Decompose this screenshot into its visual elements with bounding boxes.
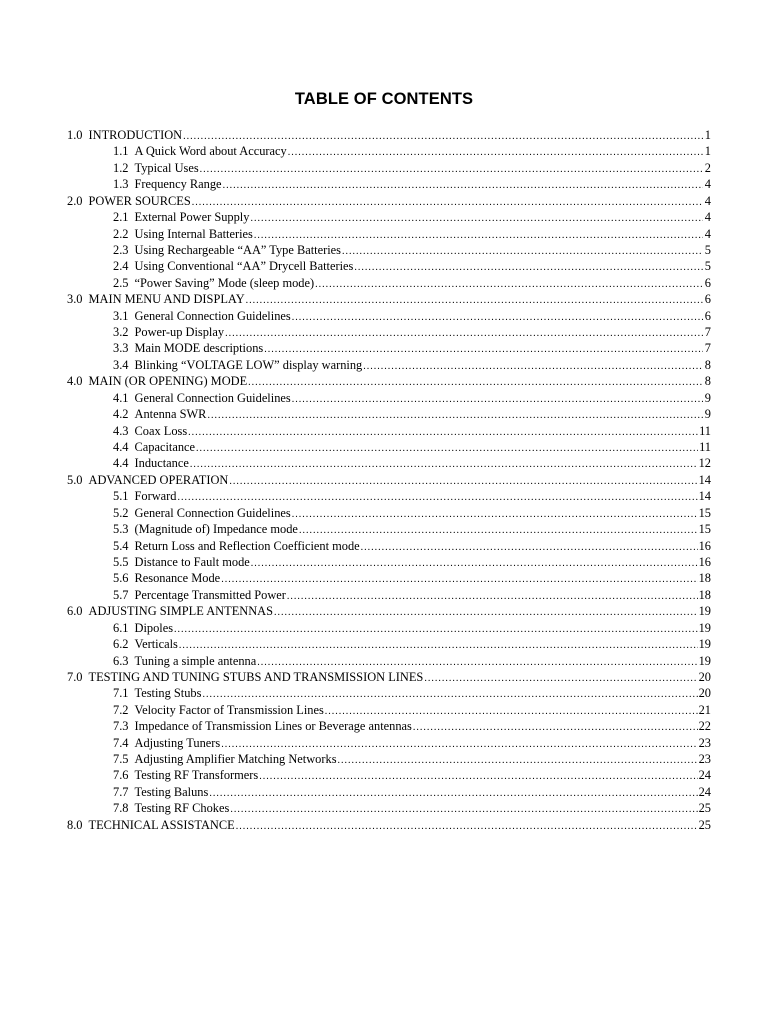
toc-entry-number: 4.4 [113, 440, 129, 455]
toc-subsection-entry[interactable] [67, 455, 711, 471]
toc-entry-number: 7.4 [113, 735, 129, 750]
toc-page-number: 16 [698, 554, 711, 569]
toc-dot-leader [188, 425, 698, 441]
toc-page-number: 5 [704, 242, 711, 257]
toc-page-number: 6 [704, 308, 711, 323]
toc-entry-number: 7.2 [113, 702, 129, 717]
toc-page-number: 21 [698, 702, 711, 717]
toc-entry-number: 2.4 [113, 259, 129, 274]
toc-entry-number: 7.7 [113, 784, 129, 799]
toc-subsection-entry[interactable] [67, 439, 711, 455]
toc-entry-number: 3.4 [113, 357, 129, 372]
toc-entry-number: 2.3 [113, 242, 129, 257]
toc-subsection-entry[interactable] [67, 143, 711, 159]
toc-section-entry[interactable] [67, 193, 711, 209]
toc-page-number: 23 [698, 735, 711, 750]
toc-dot-leader [292, 310, 703, 326]
toc-dot-leader [292, 507, 698, 523]
toc-entry-title: Main MODE descriptions [134, 341, 264, 356]
toc-page-number: 23 [698, 752, 711, 767]
toc-entry-number: 7.5 [113, 752, 129, 767]
toc-entry-title: Forward [134, 489, 177, 504]
toc-entry-number: 2.1 [113, 210, 129, 225]
toc-entry-number: 7.3 [113, 719, 129, 734]
toc-entry-number: 2.5 [113, 275, 129, 290]
toc-dot-leader [315, 277, 703, 293]
toc-page-number: 8 [704, 357, 711, 372]
toc-page-number: 25 [698, 817, 711, 832]
toc-subsection-entry[interactable] [67, 340, 711, 356]
toc-entry-title: Using Rechargeable “AA” Type Batteries [134, 242, 341, 257]
toc-subsection-entry[interactable] [67, 488, 711, 504]
toc-subsection-entry[interactable] [67, 258, 711, 274]
toc-entry-title: Distance to Fault mode [134, 554, 250, 569]
toc-dot-leader [200, 162, 703, 178]
toc-dot-leader [207, 408, 703, 424]
toc-entry-number: 8.0 [67, 817, 83, 832]
toc-page-number: 6 [704, 275, 711, 290]
toc-dot-leader [259, 769, 697, 785]
toc-entry-title: Adjusting Tuners [134, 735, 221, 750]
toc-entry-number: 1.3 [113, 177, 129, 192]
toc-page-number: 19 [698, 637, 711, 652]
toc-entry-number: 5.6 [113, 571, 129, 586]
toc-page-number: 19 [698, 604, 711, 619]
toc-dot-leader [251, 556, 698, 572]
toc-entry-title: Coax Loss [134, 423, 188, 438]
toc-page-number: 1 [704, 128, 711, 142]
toc-dot-leader [287, 589, 698, 605]
toc-entry-number: 4.0 [67, 374, 83, 389]
toc-dot-leader [288, 145, 703, 161]
toc-dot-leader [174, 622, 698, 638]
toc-dot-leader [246, 293, 703, 309]
toc-subsection-entry[interactable] [67, 685, 711, 701]
toc-entry-title: Dipoles [134, 620, 174, 635]
toc-page-number: 20 [698, 686, 711, 701]
toc-subsection-entry[interactable] [67, 636, 711, 652]
toc-entry-number: 6.1 [113, 620, 129, 635]
toc-subsection-entry[interactable] [67, 620, 711, 636]
toc-page-number: 18 [698, 571, 711, 586]
toc-entry-title: Using Internal Batteries [134, 226, 253, 241]
toc-entry-number: 7.0 [67, 669, 83, 684]
toc-dot-leader [361, 540, 698, 556]
toc-subsection-entry[interactable] [67, 653, 711, 669]
toc-entry-number: 3.2 [113, 325, 129, 340]
toc-entry-number: 4.3 [113, 423, 129, 438]
toc-entry-title: General Connection Guidelines [134, 390, 291, 405]
toc-entry-number: 4.1 [113, 390, 129, 405]
toc-entry-title: Resonance Mode [134, 571, 221, 586]
page-title: TABLE OF CONTENTS [294, 90, 474, 108]
toc-page-number: 19 [698, 620, 711, 635]
toc-entry-title: TESTING AND TUNING STUBS AND TRANSMISSION LINES [88, 669, 424, 684]
toc-subsection-entry[interactable] [67, 275, 711, 291]
toc-entry-number: 7.1 [113, 686, 129, 701]
toc-page-number: 15 [698, 505, 711, 520]
toc-subsection-entry[interactable] [67, 800, 711, 816]
toc-dot-leader [274, 605, 698, 621]
table-of-contents [67, 127, 711, 833]
toc-entry-title: Frequency Range [134, 177, 222, 192]
toc-entry-number: 3.3 [113, 341, 129, 356]
toc-dot-leader [192, 195, 703, 211]
toc-entry-title: Testing RF Chokes [134, 801, 230, 816]
toc-entry-title: Blinking “VOLTAGE LOW” display warning [134, 357, 363, 372]
toc-entry-number: 1.2 [113, 160, 129, 175]
toc-subsection-entry[interactable] [67, 718, 711, 734]
toc-page-number: 20 [698, 669, 711, 684]
toc-dot-leader [363, 359, 703, 375]
toc-subsection-entry[interactable] [67, 324, 711, 340]
toc-page-number: 14 [698, 489, 711, 504]
toc-entry-title: General Connection Guidelines [134, 308, 291, 323]
toc-entry-title: Return Loss and Reflection Coefficient mode [134, 538, 360, 553]
toc-page-number: 2 [704, 160, 711, 175]
toc-subsection-entry[interactable] [67, 209, 711, 225]
toc-subsection-entry[interactable] [67, 406, 711, 422]
toc-entry-title: MAIN (OR OPENING) MODE [88, 374, 248, 389]
toc-page-number: 4 [704, 193, 711, 208]
toc-entry-title: Inductance [134, 456, 189, 471]
toc-subsection-entry[interactable] [67, 176, 711, 192]
toc-entry-number: 3.0 [67, 292, 83, 307]
toc-page-number: 24 [698, 784, 711, 799]
toc-page-number: 9 [704, 390, 711, 405]
toc-entry-number: 6.3 [113, 653, 129, 668]
toc-page-number: 4 [704, 210, 711, 225]
toc-dot-leader [292, 392, 703, 408]
toc-entry-title: MAIN MENU AND DISPLAY [88, 292, 245, 307]
toc-entry-title: Percentage Transmitted Power [134, 587, 286, 602]
toc-subsection-entry[interactable] [67, 702, 711, 718]
toc-entry-number: 1.0 [67, 128, 83, 142]
toc-dot-leader [230, 802, 697, 818]
toc-entry-number: 5.7 [113, 587, 129, 602]
toc-entry-title: POWER SOURCES [88, 193, 191, 208]
toc-subsection-entry[interactable] [67, 226, 711, 242]
toc-page-number: 18 [698, 587, 711, 602]
toc-dot-leader [413, 720, 698, 736]
toc-entry-number: 5.5 [113, 554, 129, 569]
toc-entry-number: 6.0 [67, 604, 83, 619]
toc-subsection-entry[interactable] [67, 554, 711, 570]
toc-entry-number: 2.2 [113, 226, 129, 241]
toc-entry-title: Verticals [134, 637, 178, 652]
toc-entry-number: 7.8 [113, 801, 129, 816]
toc-entry-title: TECHNICAL ASSISTANCE [88, 817, 235, 832]
toc-page-number: 11 [699, 423, 711, 438]
toc-page-number: 22 [698, 719, 711, 734]
toc-entry-title: Tuning a simple antenna [134, 653, 257, 668]
toc-dot-leader [221, 572, 697, 588]
toc-subsection-entry[interactable] [67, 570, 711, 586]
toc-entry-number: 2.0 [67, 193, 83, 208]
toc-entry-title: Testing Baluns [134, 784, 209, 799]
toc-entry-number: 3.1 [113, 308, 129, 323]
toc-entry-title: General Connection Guidelines [134, 505, 291, 520]
toc-section-entry[interactable] [67, 127, 711, 143]
toc-page-number: 7 [704, 325, 711, 340]
toc-dot-leader [225, 326, 703, 342]
toc-section-entry[interactable] [67, 472, 711, 488]
toc-dot-leader [223, 178, 703, 194]
toc-page-number: 11 [699, 440, 711, 455]
toc-page-number: 9 [704, 407, 711, 422]
toc-dot-leader [354, 260, 703, 276]
toc-page-number: 4 [704, 226, 711, 241]
toc-entry-number: 6.2 [113, 637, 129, 652]
toc-subsection-entry[interactable] [67, 357, 711, 373]
toc-page-number: 7 [704, 341, 711, 356]
toc-entry-number: 5.4 [113, 538, 129, 553]
toc-section-entry[interactable] [67, 669, 711, 685]
toc-subsection-entry[interactable] [67, 538, 711, 554]
toc-entry-title: Capacitance [134, 440, 196, 455]
toc-subsection-entry[interactable] [67, 308, 711, 324]
toc-entry-title: ADJUSTING SIMPLE ANTENNAS [88, 604, 273, 619]
toc-entry-title: Typical Uses [134, 160, 199, 175]
toc-subsection-entry[interactable] [67, 587, 711, 603]
toc-page-number: 4 [704, 177, 711, 192]
toc-entry-title: Testing RF Transformers [134, 768, 259, 783]
toc-entry-number: 5.1 [113, 489, 129, 504]
toc-subsection-entry[interactable] [67, 784, 711, 800]
toc-page-number: 6 [704, 292, 711, 307]
toc-entry-number: 4.4 [113, 456, 129, 471]
toc-entry-title: A Quick Word about Accuracy [134, 144, 287, 159]
toc-entry-title: INTRODUCTION [88, 128, 183, 142]
toc-page-number: 19 [698, 653, 711, 668]
toc-subsection-entry[interactable] [67, 751, 711, 767]
toc-entry-title: Antenna SWR [134, 407, 207, 422]
toc-dot-leader [190, 457, 698, 473]
toc-dot-leader [236, 819, 698, 835]
toc-entry-number: 5.3 [113, 522, 129, 537]
toc-dot-leader [248, 375, 703, 391]
toc-subsection-entry[interactable] [67, 160, 711, 176]
toc-entry-number: 5.0 [67, 472, 83, 487]
toc-page-number: 8 [704, 374, 711, 389]
toc-page-number: 12 [698, 456, 711, 471]
toc-section-entry[interactable] [67, 291, 711, 307]
toc-subsection-entry[interactable] [67, 505, 711, 521]
toc-entry-title: Adjusting Amplifier Matching Networks [134, 752, 337, 767]
toc-entry-number: 5.2 [113, 505, 129, 520]
toc-subsection-entry[interactable] [67, 242, 711, 258]
toc-section-entry[interactable] [67, 373, 711, 389]
toc-entry-title: Velocity Factor of Transmission Lines [134, 702, 324, 717]
toc-entry-number: 4.2 [113, 407, 129, 422]
toc-entry-title: ADVANCED OPERATION [88, 472, 229, 487]
toc-dot-leader [179, 638, 698, 654]
toc-entry-title: “Power Saving” Mode (sleep mode) [134, 275, 315, 290]
toc-dot-leader [229, 474, 697, 490]
toc-page-number: 1 [704, 144, 711, 159]
toc-entry-title: Using Conventional “AA” Drycell Batteries [134, 259, 354, 274]
toc-entry-title: Impedance of Transmission Lines or Beverage antennas [134, 719, 412, 734]
toc-page-number: 14 [698, 472, 711, 487]
toc-entry-title: External Power Supply [134, 210, 250, 225]
toc-dot-leader [250, 211, 703, 227]
toc-page-number: 24 [698, 768, 711, 783]
toc-entry-number: 1.1 [113, 144, 129, 159]
toc-subsection-entry[interactable] [67, 423, 711, 439]
toc-page-number: 15 [698, 522, 711, 537]
toc-subsection-entry[interactable] [67, 735, 711, 751]
toc-page-number: 5 [704, 259, 711, 274]
toc-page-number: 16 [698, 538, 711, 553]
toc-entry-title: Power-up Display [134, 325, 225, 340]
toc-entry-number: 7.6 [113, 768, 129, 783]
toc-dot-leader [338, 753, 698, 769]
toc-section-entry[interactable] [67, 817, 711, 833]
toc-page-number: 25 [698, 801, 711, 816]
toc-dot-leader [196, 441, 698, 457]
toc-dot-leader [209, 786, 697, 802]
toc-section-entry[interactable] [67, 603, 711, 619]
toc-subsection-entry[interactable] [67, 390, 711, 406]
toc-dot-leader [342, 244, 703, 260]
toc-entry-title: Testing Stubs [134, 686, 202, 701]
toc-subsection-entry[interactable] [67, 521, 711, 537]
toc-dot-leader [424, 671, 697, 687]
toc-subsection-entry[interactable] [67, 767, 711, 783]
toc-entry-title: (Magnitude of) Impedance mode [134, 522, 298, 537]
